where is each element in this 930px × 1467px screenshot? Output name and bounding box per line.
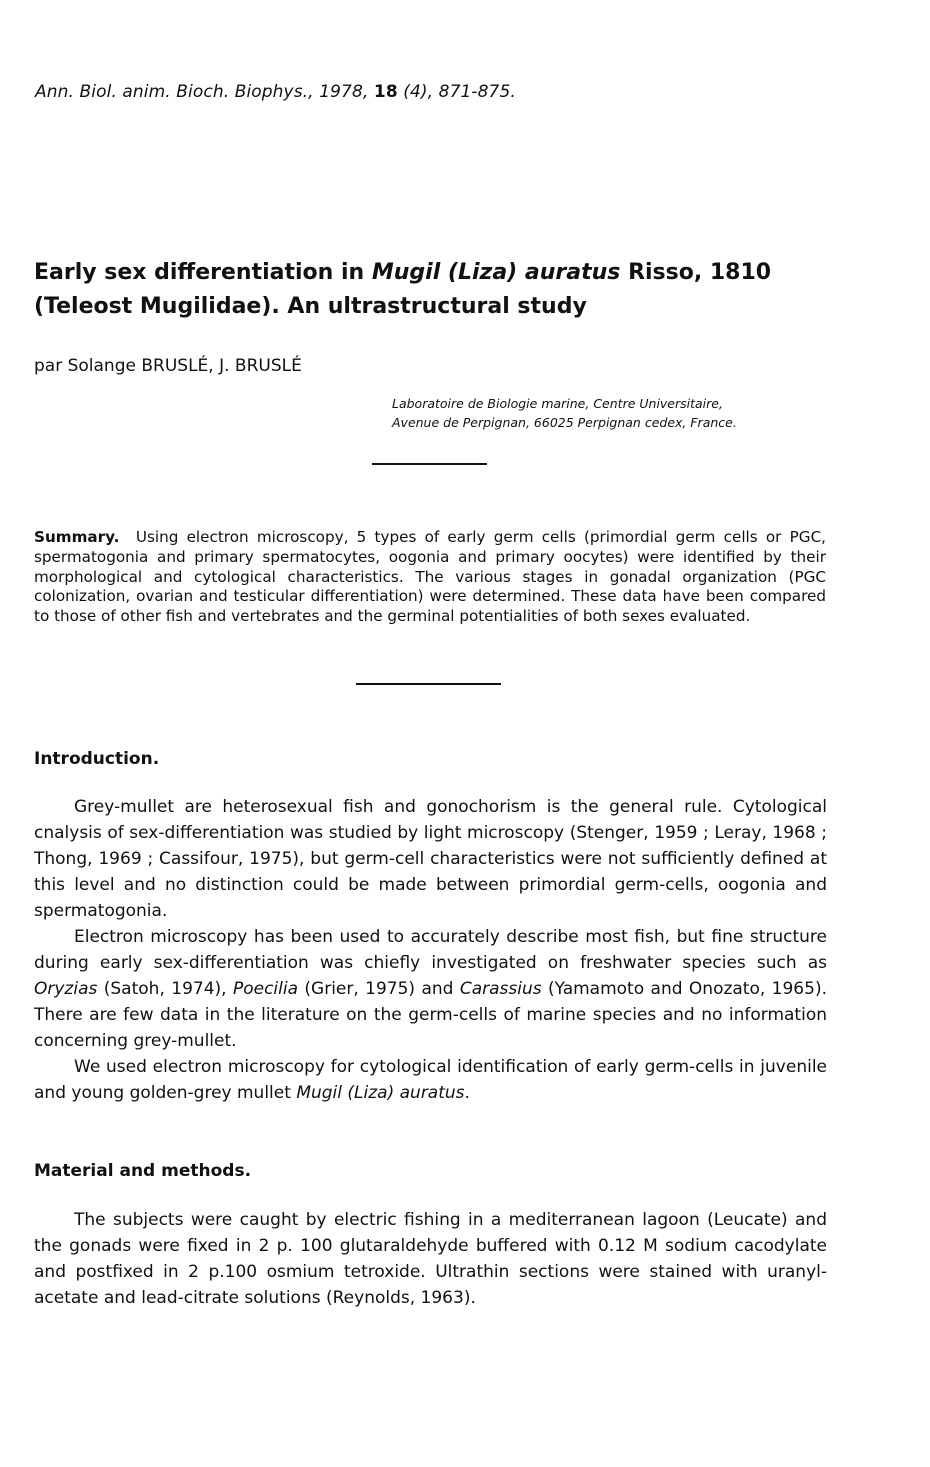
separator-rule bbox=[372, 463, 487, 465]
species-poecilia: Poecilia bbox=[232, 979, 298, 999]
introduction-paragraph-2: Electron microscopy has been used to accurately describe most fish, but fine structure during early sex-differentiation was chiefly investigated on freshwater species such as Oryzias (Satoh, 1974), Poecilia (Grier, 1975) and Carassius (Yamamoto and Onozato, 1965). There are few data in the literature on the germ-cells of marine species and no information concerning grey-mullet. bbox=[34, 927, 827, 1051]
species-oryzias: Oryzias bbox=[34, 979, 98, 999]
introduction-body bbox=[34, 794, 827, 1106]
title-line-1: Early sex differentiation in Mugil (Liza) auratus Risso, 1810 bbox=[34, 260, 772, 285]
species-mugil: Mugil bbox=[296, 1083, 342, 1103]
species-carassius: Carassius bbox=[459, 979, 542, 999]
introduction-paragraph-3: We used electron microscopy for cytological identification of early germ-cells in juvenile and young golden-grey mullet Mugil (Liza) auratus. bbox=[34, 1057, 827, 1103]
methods-body bbox=[34, 1207, 827, 1311]
title-species: auratus bbox=[524, 260, 621, 285]
methods-paragraph-1: The subjects were caught by electric fishing in a mediterranean lagoon (Leucate) and the gonads were fixed in 2 p. 100 glutaraldehyde buffered with 0.12 M sodium cacodylate and postfixed in 2 p.100 osmium tetroxide. Ultrathin sections were stained with uranyl-acetate and lead-citrate solutions (Reynolds, 1963). bbox=[34, 1210, 827, 1308]
journal-name: Ann. Biol. anim. Bioch. Biophys., bbox=[35, 82, 314, 102]
authors: par Solange BRUSLÉ, J. BRUSLÉ bbox=[34, 356, 302, 376]
species-auratus: auratus bbox=[399, 1083, 465, 1103]
title-line-2: (Teleost Mugilidae). An ultrastructural study bbox=[34, 294, 587, 319]
affiliation bbox=[392, 394, 737, 432]
title-subgenus: (Liza) bbox=[447, 260, 518, 285]
summary-text: Using electron microscopy, 5 types of early germ cells (primordial germ cells or PGC, spermatogonia and primary spermatocytes, oogonia and primary oocytes) were identified by their morphological and cytological characteristics. The various stages in gonadal organization (PGC colonization, ovarian and testicular differentiation) were determined. These data have been compared to those of other fish and vertebrates and the germinal potentialities of both sexes evaluated. bbox=[34, 528, 826, 626]
species-liza: (Liza) bbox=[347, 1083, 395, 1103]
issue-pages: (4), 871-875. bbox=[403, 82, 516, 102]
summary-label: Summary. bbox=[34, 528, 120, 546]
methods-heading: Material and methods. bbox=[34, 1161, 252, 1181]
affiliation-line-2: Avenue de Perpignan, 66025 Perpignan cedex, France. bbox=[392, 415, 737, 430]
introduction-paragraph-1: Grey-mullet are heterosexual fish and gonochorism is the general rule. Cytological cnalysis of sex-differentiation was studied by light microscopy (Stenger, 1959 ; Leray, 1968 ; Thong, 1969 ; Cassifour, 1975), but germ-cell characteristics were not sufficiently defined at this level and no distinction could be made between primordial germ-cells, oogonia and spermatogonia. bbox=[34, 797, 827, 921]
title-genus: Mugil bbox=[371, 260, 441, 285]
citation bbox=[35, 82, 516, 102]
summary bbox=[34, 528, 826, 627]
volume: 18 bbox=[373, 82, 398, 102]
separator-rule bbox=[356, 683, 501, 685]
year: 1978, bbox=[319, 82, 369, 102]
affiliation-line-1: Laboratoire de Biologie marine, Centre Universitaire, bbox=[392, 396, 723, 411]
introduction-heading: Introduction. bbox=[34, 749, 160, 769]
paper-title bbox=[34, 256, 874, 324]
